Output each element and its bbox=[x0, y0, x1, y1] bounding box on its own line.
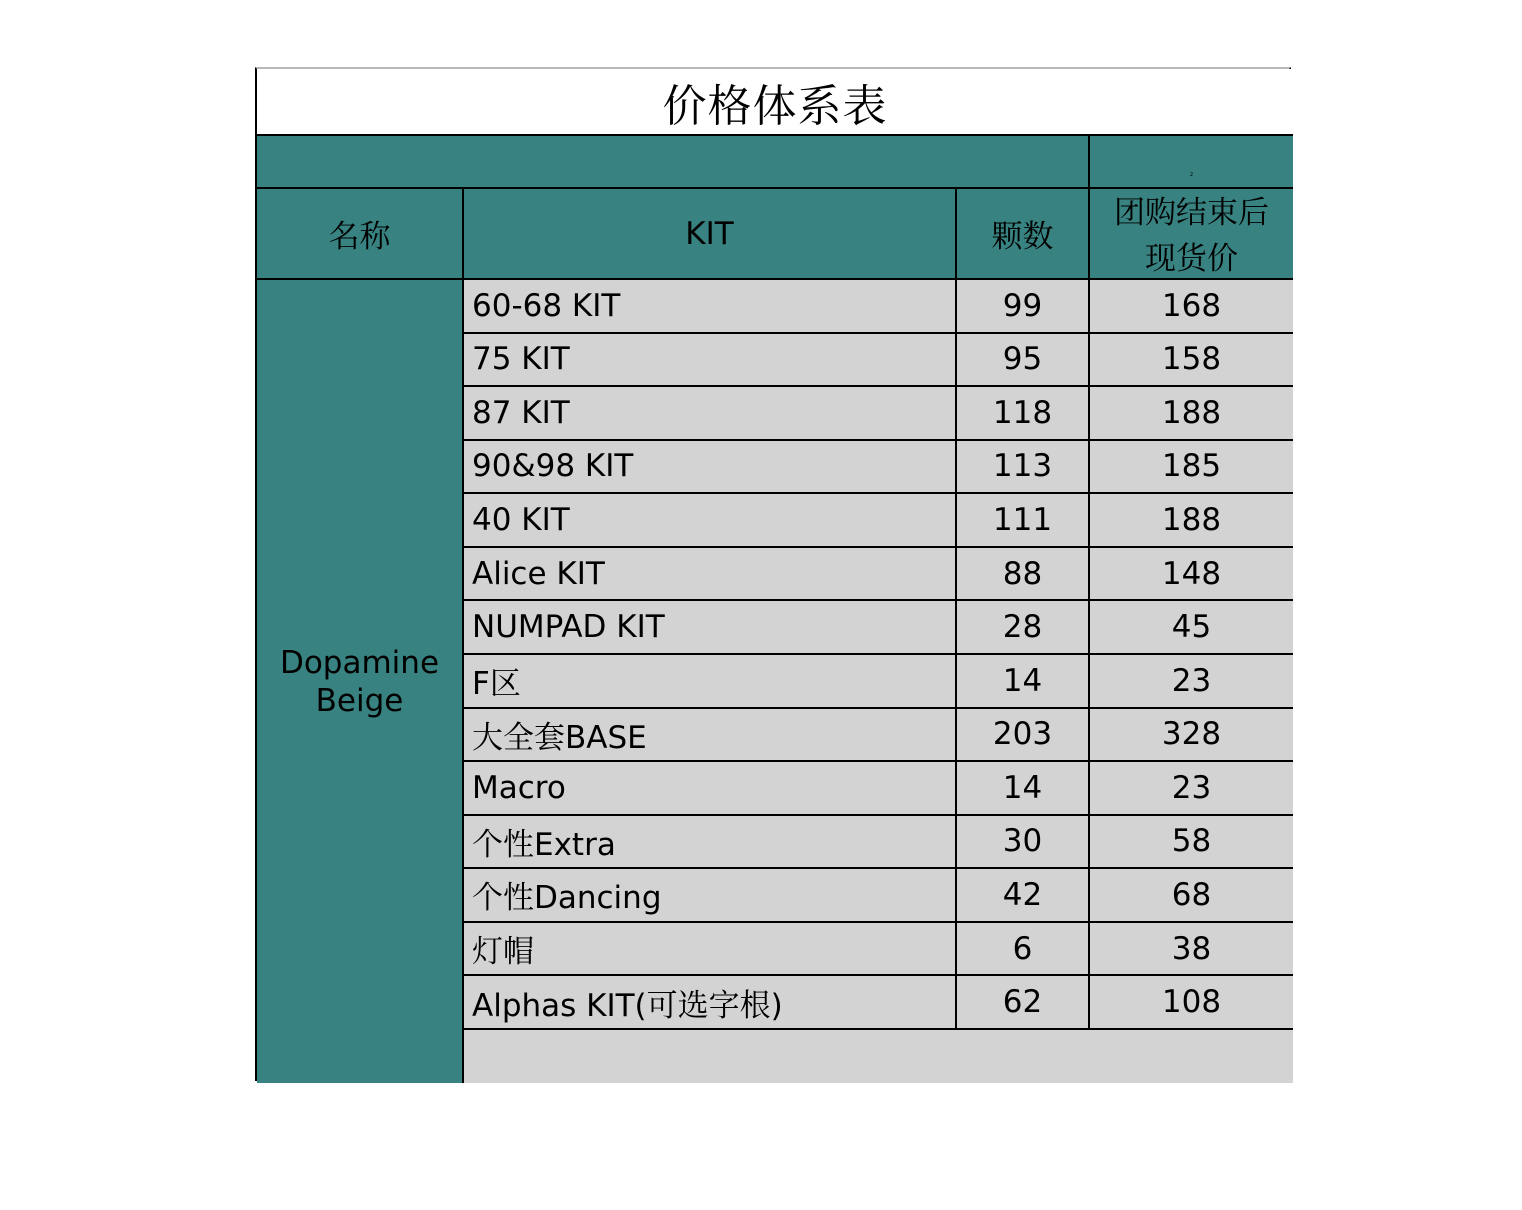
row-kit-name: 87 KIT bbox=[464, 387, 957, 441]
product-name-cell bbox=[257, 280, 464, 1083]
band-mark: 2 bbox=[1189, 172, 1194, 178]
row-price: 188 bbox=[1090, 387, 1293, 441]
row-key-count: 6 bbox=[957, 923, 1090, 977]
row-kit-name: 大全套BASE bbox=[464, 709, 957, 763]
column-header-name: 名称 bbox=[257, 189, 464, 280]
row-price: 58 bbox=[1090, 816, 1293, 870]
row-kit-name: 灯帽 bbox=[464, 923, 957, 977]
row-key-count: 118 bbox=[957, 387, 1090, 441]
table-title: 价格体系表 bbox=[257, 69, 1293, 136]
row-price: 168 bbox=[1090, 280, 1293, 334]
row-price: 328 bbox=[1090, 709, 1293, 763]
row-key-count: 88 bbox=[957, 548, 1090, 602]
row-price: 23 bbox=[1090, 655, 1293, 709]
row-kit-name: 75 KIT bbox=[464, 334, 957, 388]
row-key-count: 28 bbox=[957, 601, 1090, 655]
column-header-price-line2: 现货价 bbox=[1145, 240, 1238, 277]
row-price: 108 bbox=[1090, 976, 1293, 1030]
row-price: 45 bbox=[1090, 601, 1293, 655]
row-price: 185 bbox=[1090, 441, 1293, 495]
row-kit-name: 个性Dancing bbox=[464, 869, 957, 923]
row-kit-name: 40 KIT bbox=[464, 494, 957, 548]
row-key-count: 113 bbox=[957, 441, 1090, 495]
row-key-count: 14 bbox=[957, 655, 1090, 709]
row-price: 68 bbox=[1090, 869, 1293, 923]
row-key-count: 95 bbox=[957, 334, 1090, 388]
row-kit-name: NUMPAD KIT bbox=[464, 601, 957, 655]
row-key-count: 111 bbox=[957, 494, 1090, 548]
header-band bbox=[257, 136, 1090, 189]
column-header-price-line1: 团购结束后 bbox=[1114, 194, 1269, 231]
column-header-count: 颗数 bbox=[957, 189, 1090, 280]
row-price: 38 bbox=[1090, 923, 1293, 977]
column-header-price bbox=[1090, 189, 1293, 280]
row-price: 188 bbox=[1090, 494, 1293, 548]
header-band-right bbox=[1090, 136, 1293, 189]
row-price: 148 bbox=[1090, 548, 1293, 602]
row-key-count: 203 bbox=[957, 709, 1090, 763]
row-kit-name: Macro bbox=[464, 762, 957, 816]
row-kit-name: Alphas KIT(可选字根) bbox=[464, 976, 957, 1030]
product-name-line1: Dopamine bbox=[279, 644, 440, 681]
row-key-count: 99 bbox=[957, 280, 1090, 334]
row-key-count: 42 bbox=[957, 869, 1090, 923]
row-price: 158 bbox=[1090, 334, 1293, 388]
row-kit-name: F区 bbox=[464, 655, 957, 709]
row-key-count: 30 bbox=[957, 816, 1090, 870]
row-kit-name: 60-68 KIT bbox=[464, 280, 957, 334]
row-kit-name: Alice KIT bbox=[464, 548, 957, 602]
column-header-kit: KIT bbox=[464, 189, 957, 280]
price-table bbox=[255, 67, 1291, 1081]
row-key-count: 14 bbox=[957, 762, 1090, 816]
row-kit-name: 90&98 KIT bbox=[464, 441, 957, 495]
row-kit-name: 个性Extra bbox=[464, 816, 957, 870]
product-name-line2: Beige bbox=[315, 682, 404, 719]
footer-blank-row bbox=[464, 1030, 1293, 1084]
row-price: 23 bbox=[1090, 762, 1293, 816]
row-key-count: 62 bbox=[957, 976, 1090, 1030]
